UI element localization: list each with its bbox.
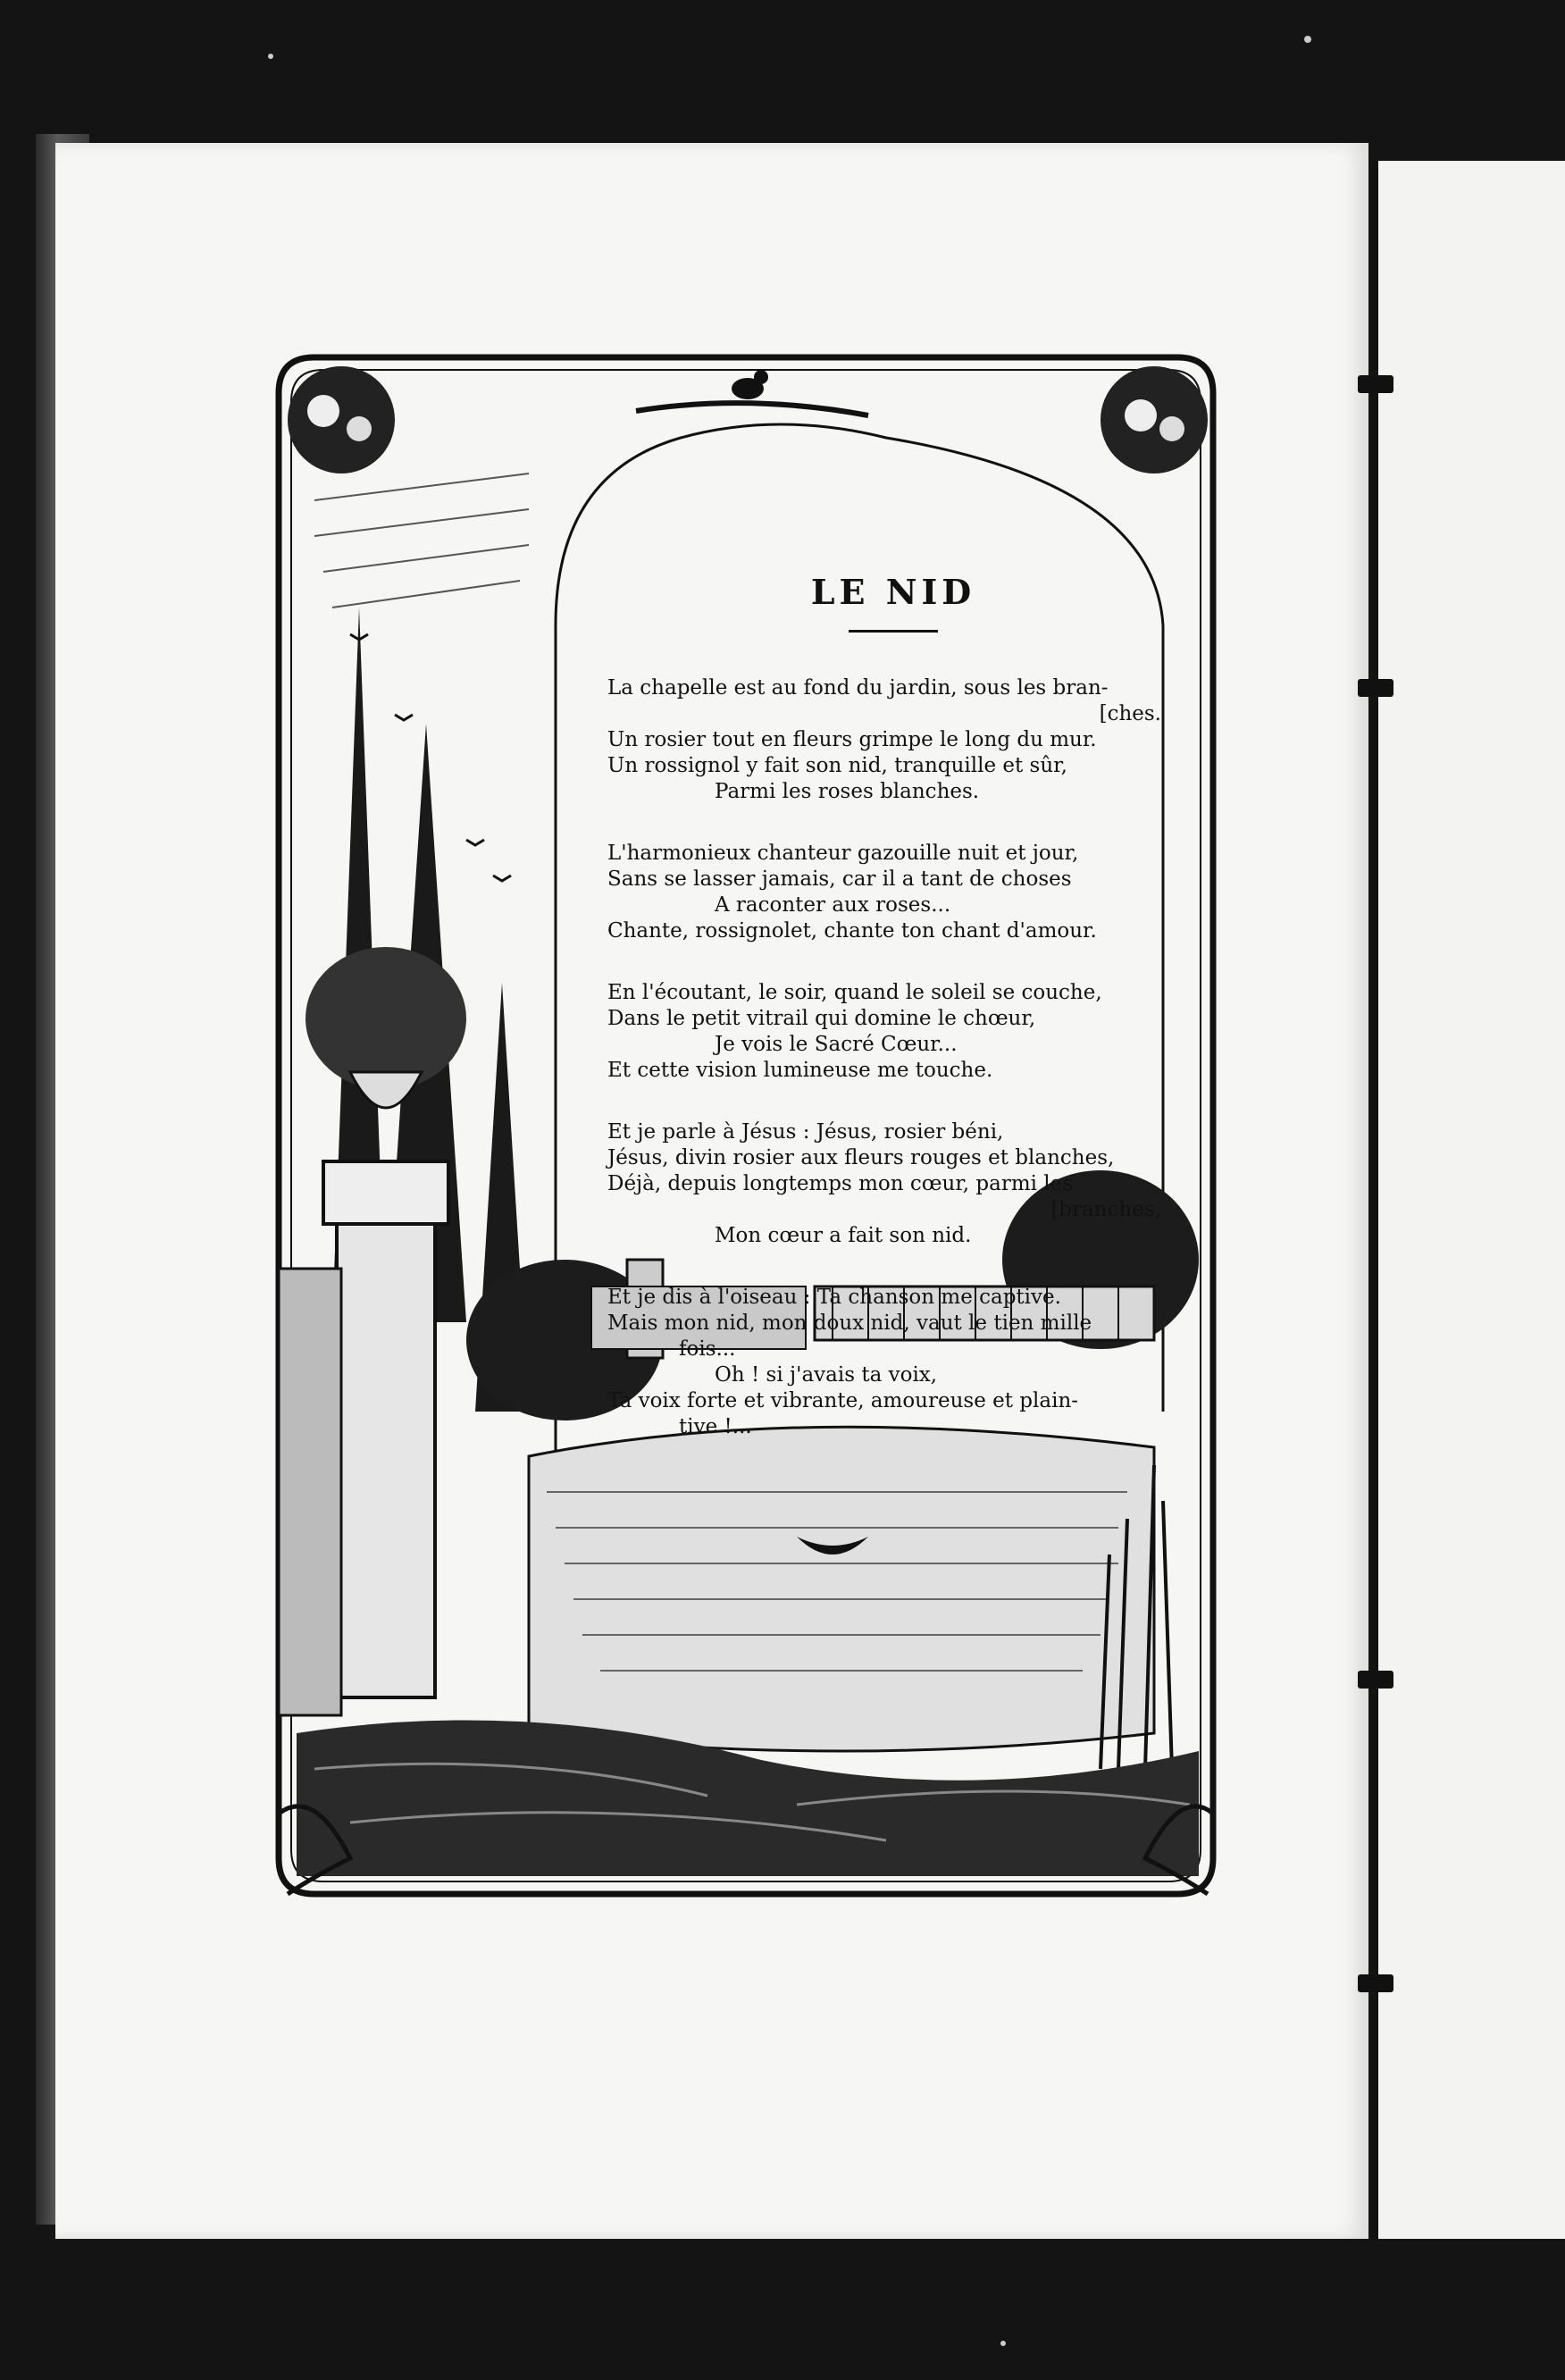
poem-line: Et je parle à Jésus : Jésus, rosier béni,: [607, 1120, 1004, 1144]
binding-clip: [1358, 679, 1393, 697]
title-rule: [849, 630, 938, 633]
poem-line: A raconter aux roses...: [715, 893, 951, 917]
poem-line: L'harmonieux chanteur gazouille nuit et jour,: [607, 842, 1079, 865]
poem-line: [branches,: [1050, 1198, 1161, 1221]
poem-line: La chapelle est au fond du jardin, sous les bran-: [607, 676, 1109, 700]
poem-line: Ta voix forte et vibrante, amoureuse et plain-: [607, 1389, 1079, 1412]
stanza: [607, 841, 1179, 944]
poem-line: Sans se lasser jamais, car il a tant de choses: [607, 867, 1072, 891]
poem-line: Oh ! si j'avais ta voix,: [715, 1363, 938, 1387]
stanza: [607, 1119, 1179, 1249]
poem-line: Je vois le Sacré Cœur...: [715, 1033, 958, 1056]
poem: [607, 572, 1179, 1476]
poem-line: Jésus, divin rosier aux fleurs rouges et blanches,: [607, 1146, 1115, 1169]
binding-clip: [1358, 1671, 1393, 1689]
poem-line: En l'écoutant, le soir, quand le soleil se couche,: [607, 981, 1102, 1004]
poem-line: Et cette vision lumineuse me touche.: [607, 1059, 993, 1082]
stanza: [607, 1285, 1179, 1440]
dust-speck: [1000, 2341, 1006, 2346]
poem-line: tive !...: [679, 1415, 752, 1438]
poem-line: Un rossignol y fait son nid, tranquille et sûr,: [607, 754, 1067, 777]
stanza: [607, 980, 1179, 1084]
poem-line: Mais mon nid, mon doux nid, vaut le tien mille: [607, 1312, 1092, 1335]
poem-line: Dans le petit vitrail qui domine le chœur,: [607, 1007, 1036, 1030]
right-page-edge: [1376, 161, 1565, 2239]
binding-clip: [1358, 375, 1393, 393]
poem-line: [ches.: [1099, 702, 1161, 725]
poem-line: Chante, rossignolet, chante ton chant d'amour.: [607, 919, 1097, 943]
poem-line: Parmi les roses blanches.: [715, 780, 980, 803]
poem-title: LE NID: [810, 572, 976, 612]
poem-line: Déjà, depuis longtemps mon cœur, parmi les: [607, 1172, 1074, 1195]
poem-line: Mon cœur a fait son nid.: [715, 1224, 972, 1247]
poem-line: fois...: [679, 1337, 736, 1361]
binding-clip: [1358, 1974, 1393, 1992]
poem-line: Un rosier tout en fleurs grimpe le long du mur.: [607, 728, 1097, 751]
stanza: [607, 675, 1179, 805]
poem-line: Et je dis à l'oiseau : Ta chanson me captive.: [607, 1286, 1061, 1309]
dust-speck: [268, 54, 273, 59]
dust-speck: [1304, 36, 1311, 43]
